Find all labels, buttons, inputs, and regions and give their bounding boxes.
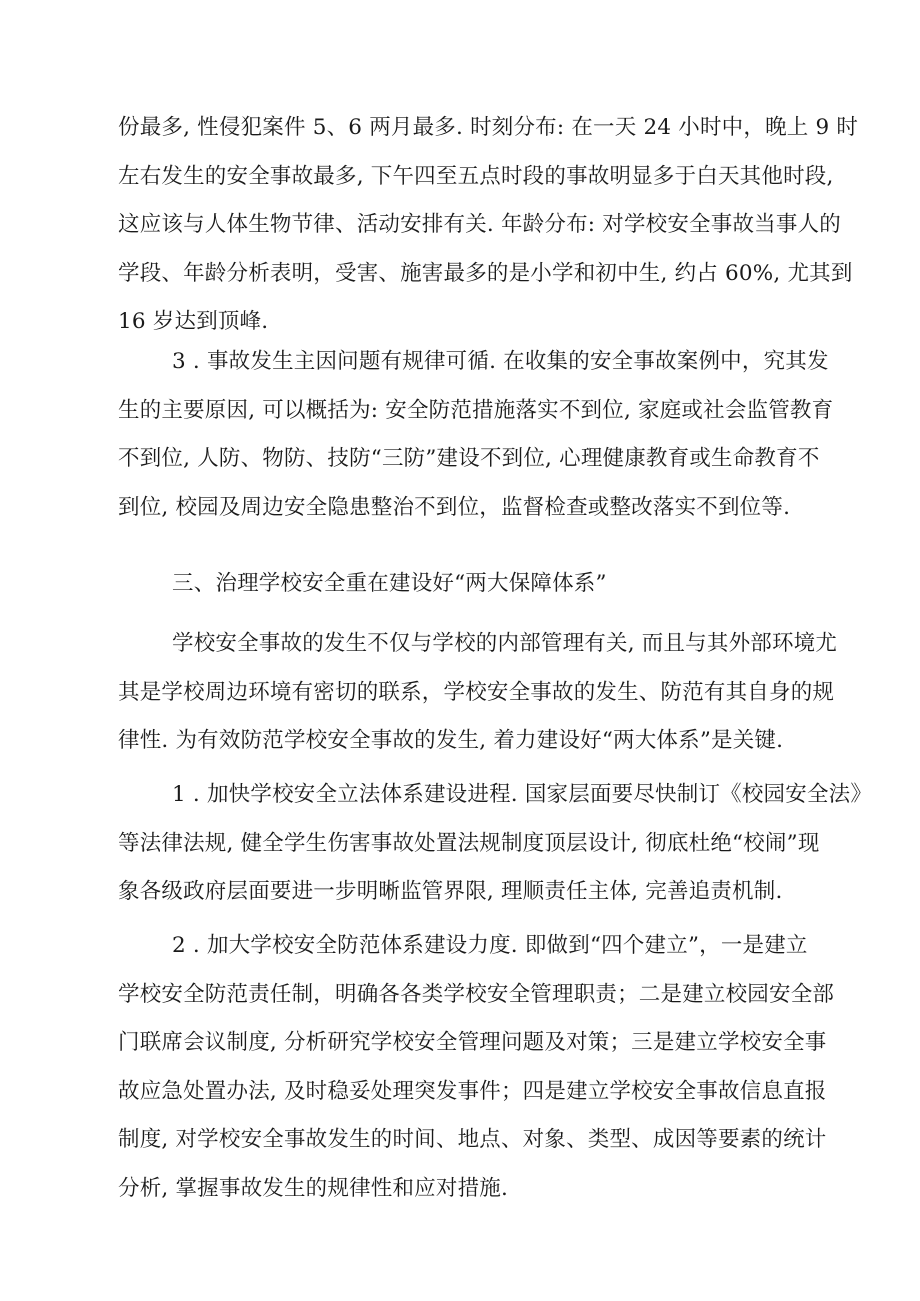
text-line: 故应急处置办法, 及时稳妥处理突发事件；四是建立学校安全事故信息直报 xyxy=(118,1078,827,1104)
paragraph-section-intro xyxy=(118,620,838,766)
text-line: 1 . 加快学校安全立法体系建设进程. 国家层面要尽快制订《校园安全法》 xyxy=(172,782,873,807)
text-line: 律性. 为有效防范学校安全事故的发生, 着力建设好“两大体系”是关键. xyxy=(118,728,784,753)
text-line: 2 . 加大学校安全防范体系建设力度. 即做到“四个建立”，一是建立 xyxy=(172,933,808,958)
paragraph-item-2 xyxy=(118,922,835,1213)
text-line: 等法律法规, 健全学生伤害事故处置法规制度顶层设计, 彻底杜绝“校闹”现 xyxy=(118,830,820,856)
text-line: 学段、年龄分析表明，受害、施害最多的是小学和初中生, 约占 60%, 尤其到 xyxy=(118,260,853,286)
text-line: 这应该与人体生物节律、活动安排有关. 年龄分布: 对学校安全事故当事人的 xyxy=(118,212,841,237)
section-heading xyxy=(118,560,804,609)
text-line: 学校安全防范责任制，明确各各类学校安全管理职责；二是建立校园安全部 xyxy=(118,981,835,1007)
paragraph-point-3 xyxy=(118,338,834,532)
text-line: 学校安全事故的发生不仅与学校的内部管理有关, 而且与其外部环境尤 xyxy=(172,631,838,656)
paragraph-continuation xyxy=(118,104,859,347)
text-line: 其是学校周边环境有密切的联系，学校安全事故的发生、防范有其自身的规 xyxy=(118,679,835,705)
text-line: 门联席会议制度, 分析研究学校安全管理问题及对策；三是建立学校安全事 xyxy=(118,1030,827,1055)
text-line: 分析, 掌握事故发生的规律性和应对措施. xyxy=(118,1175,509,1201)
paragraph-item-1 xyxy=(118,771,873,917)
text-line: 左右发生的安全事故最多, 下午四至五点时段的事故明显多于白天其他时段, xyxy=(118,163,834,189)
text-line: 到位, 校园及周边安全隐患整治不到位，监督检查或整改落实不到位等. xyxy=(118,494,791,520)
section-heading-text: 三、治理学校安全重在建设好“两大保障体系” xyxy=(172,571,607,596)
text-line: 制度, 对学校安全事故发生的时间、地点、对象、类型、成因等要素的统计 xyxy=(118,1127,827,1152)
text-line: 16 岁达到顶峰. xyxy=(118,309,269,334)
text-line: 份最多, 性侵犯案件 5、6 两月最多. 时刻分布: 在一天 24 小时中，晚上 9 时 xyxy=(118,115,859,140)
text-line: 生的主要原因, 可以概括为: 安全防范措施落实不到位, 家庭或社会监管教育 xyxy=(118,397,834,423)
text-line: 不到位, 人防、物防、技防“三防”建设不到位, 心理健康教育或生命教育不 xyxy=(118,446,820,471)
text-line: 3 . 事故发生主因问题有规律可循. 在收集的安全事故案例中，究其发 xyxy=(172,349,829,374)
text-line: 象各级政府层面要进一步明晰监管界限, 理顺责任主体, 完善追责机制. xyxy=(118,879,783,904)
